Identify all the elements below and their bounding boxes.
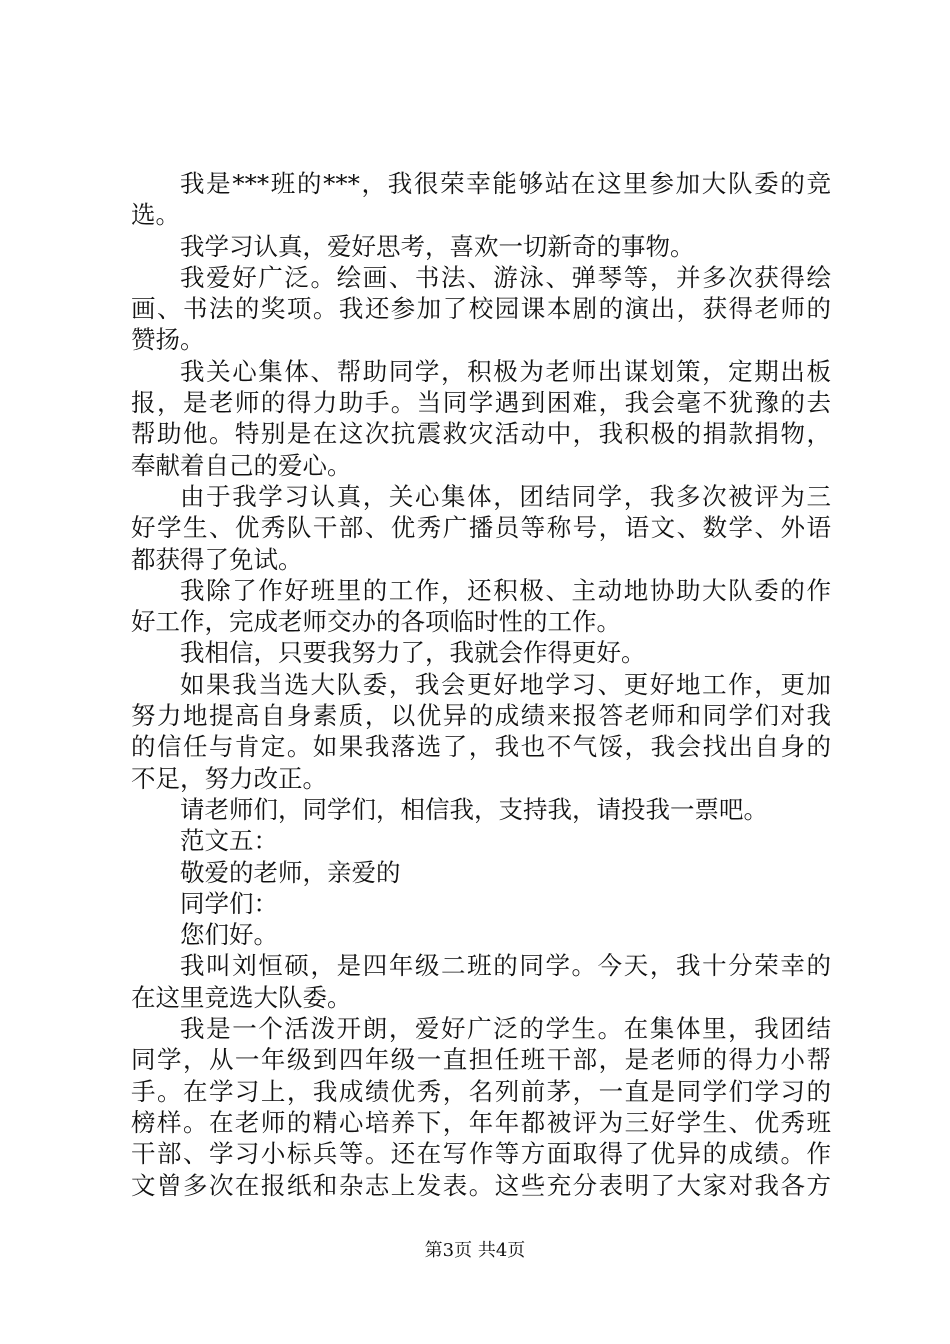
text-line: 报，是老师的得力助手。当同学遇到困难，我会毫不犹豫的去 <box>131 388 831 418</box>
text-line: 我相信，只要我努力了，我就会作得更好。 <box>180 638 646 668</box>
document-body <box>131 168 831 1201</box>
text-line: 干部、学习小标兵等。还在写作等方面取得了优异的成绩。作 <box>131 1139 831 1169</box>
text-line: 我是一个活泼开朗，爱好广泛的学生。在集体里，我团结 <box>180 1014 831 1044</box>
text-line: 手。在学习上，我成绩优秀，名列前茅，一直是同学们学习的 <box>131 1076 831 1106</box>
text-line: 赞扬。 <box>131 325 205 355</box>
text-line: 画、书法的奖项。我还参加了校园课本剧的演出，获得老师的 <box>131 294 831 324</box>
text-line: 帮助他。特别是在这次抗震救灾活动中，我积极的捐款捐物， <box>131 419 831 449</box>
text-line: 敬爱的老师，亲爱的 <box>180 857 401 887</box>
text-line: 的信任与肯定。如果我落选了，我也不气馁，我会找出自身的 <box>131 732 831 762</box>
text-line: 我爱好广泛。绘画、书法、游泳、弹琴等，并多次获得绘 <box>180 262 831 292</box>
page-footer <box>0 1239 950 1263</box>
page-number: 第3页 共4页 <box>424 1240 526 1261</box>
text-line: 同学，从一年级到四年级一直担任班干部，是老师的得力小帮 <box>131 1045 831 1075</box>
text-line: 奉献着自己的爱心。 <box>131 450 352 480</box>
text-line: 如果我当选大队委，我会更好地学习、更好地工作，更加 <box>180 669 831 699</box>
text-line: 我叫刘恒硕，是四年级二班的同学。今天，我十分荣幸的 <box>180 951 831 981</box>
text-line: 都获得了免试。 <box>131 544 303 574</box>
text-line: 我学习认真，爱好思考，喜欢一切新奇的事物。 <box>180 231 695 261</box>
text-line: 您们好。 <box>180 920 278 950</box>
text-line: 我除了作好班里的工作，还积极、主动地协助大队委的作 <box>180 575 831 605</box>
text-line: 选。 <box>131 200 180 230</box>
text-line: 好学生、优秀队干部、优秀广播员等称号，语文、数学、外语 <box>131 513 831 543</box>
text-line: 由于我学习认真，关心集体，团结同学，我多次被评为三 <box>180 481 831 511</box>
text-line: 榜样。在老师的精心培养下，年年都被评为三好学生、优秀班 <box>131 1107 831 1137</box>
text-line: 努力地提高自身素质，以优异的成绩来报答老师和同学们对我 <box>131 701 831 731</box>
text-line: 我关心集体、帮助同学，积极为老师出谋划策，定期出板 <box>180 356 831 386</box>
text-line: 我是***班的***，我很荣幸能够站在这里参加大队委的竞 <box>180 169 831 198</box>
text-line: 请老师们，同学们，相信我，支持我，请投我一票吧。 <box>180 794 768 824</box>
text-line: 同学们： <box>180 888 278 918</box>
text-line: 不足，努力改正。 <box>131 763 327 793</box>
text-line: 范文五： <box>180 826 278 856</box>
text-line: 好工作，完成老师交办的各项临时性的工作。 <box>131 607 621 637</box>
text-line: 文曾多次在报纸和杂志上发表。这些充分表明了大家对我各方 <box>131 1170 831 1200</box>
text-line: 在这里竞选大队委。 <box>131 982 352 1012</box>
